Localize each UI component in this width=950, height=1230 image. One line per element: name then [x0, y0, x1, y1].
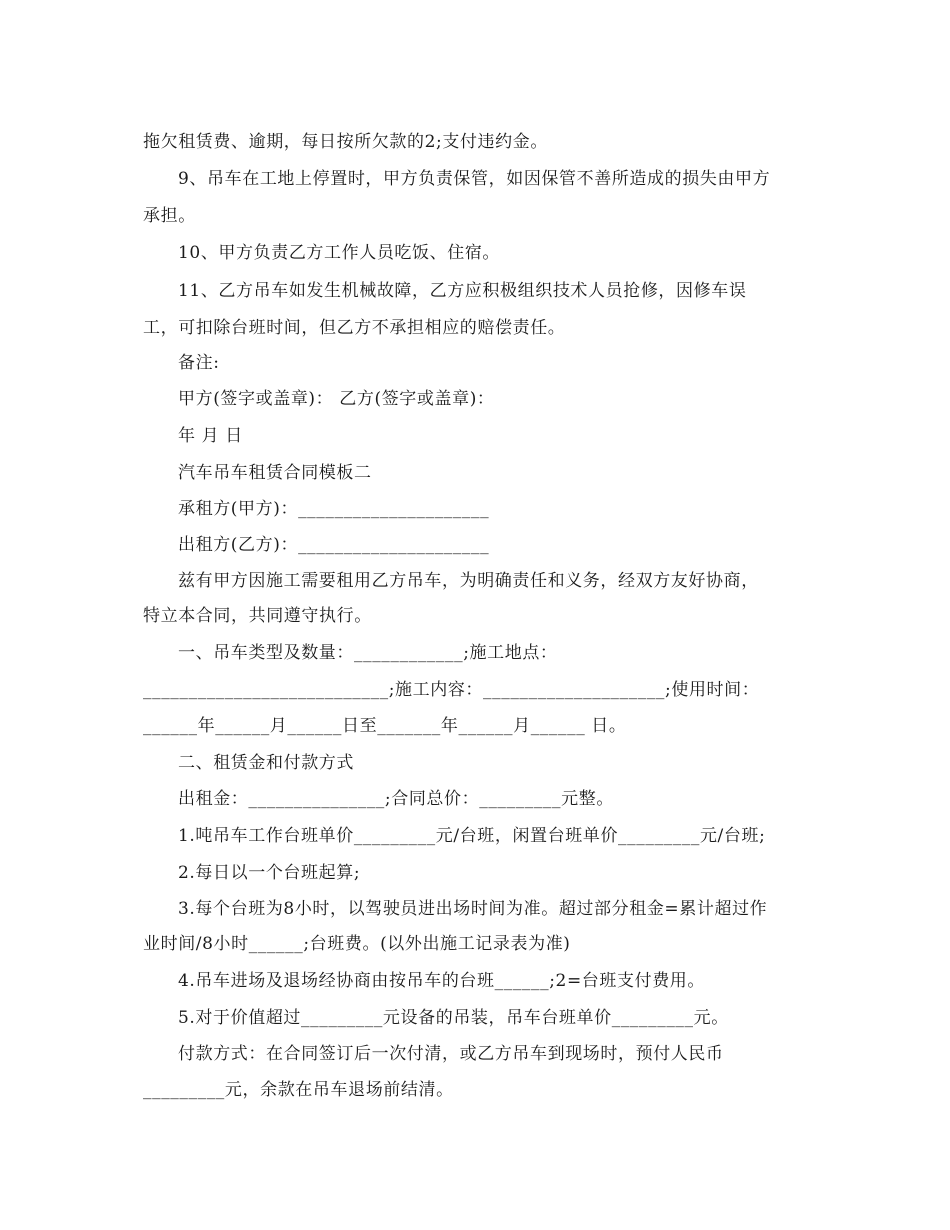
text-line: ______年______月______日至_______年______月______ 日。	[143, 716, 627, 736]
text-line: 工，可扣除台班时间，但乙方不承担相应的赔偿责任。	[143, 318, 566, 338]
text-line: 1.吨吊车工作台班单价_________元/台班，闲置台班单价_________元/台班;	[178, 826, 766, 846]
text-line: 5.对于价值超过_________元设备的吊装，吊车台班单价_________元。	[178, 1008, 729, 1028]
text-line: 备注:	[178, 353, 220, 373]
text-line: _________元，余款在吊车退场前结清。	[143, 1080, 454, 1100]
text-line: 3.每个台班为8小时，以驾驶员进出场时间为准。超过部分租金=累计超过作	[178, 899, 768, 919]
text-line: 10、甲方负责乙方工作人员吃饭、住宿。	[178, 243, 501, 263]
section-title: 汽车吊车租赁合同模板二	[178, 463, 372, 483]
text-line: 出租方(乙方)：_____________________	[178, 535, 490, 555]
text-line: 4.吊车进场及退场经协商由按吊车的台班______;2=台班支付费用。	[178, 971, 706, 991]
text-line: 甲方(签字或盖章)： 乙方(签字或盖章)：	[178, 389, 495, 409]
text-line: 承担。	[143, 206, 196, 226]
text-line: ___________________________;施工内容：____________________;使用时间：	[143, 680, 760, 700]
text-line: 拖欠租赁费、逾期，每日按所欠款的2;支付违约金。	[143, 132, 548, 152]
text-line: 付款方式：在合同签订后一次付清，或乙方吊车到现场时，预付人民币	[178, 1044, 724, 1064]
text-line: 9、吊车在工地上停置时，甲方负责保管，如因保管不善所造成的损失由甲方	[178, 169, 771, 189]
text-line: 兹有甲方因施工需要租用乙方吊车，为明确责任和义务，经双方友好协商，	[178, 571, 759, 591]
text-line: 业时间/8小时______;台班费。(以外出施工记录表为准)	[143, 934, 571, 954]
text-line: 二、租赁金和付款方式	[178, 753, 354, 773]
text-line: 2.每日以一个台班起算;	[178, 863, 361, 883]
text-line: 年 月 日	[178, 426, 243, 446]
text-line: 11、乙方吊车如发生机械故障，乙方应积极组织技术人员抢修，因修车误	[178, 281, 747, 301]
text-line: 出租金：_______________;合同总价：_________元整。	[178, 789, 614, 809]
text-line: 承租方(甲方)：_____________________	[178, 499, 490, 519]
text-line: 特立本合同，共同遵守执行。	[143, 606, 372, 626]
text-line: 一、吊车类型及数量：____________;施工地点：	[178, 643, 558, 663]
